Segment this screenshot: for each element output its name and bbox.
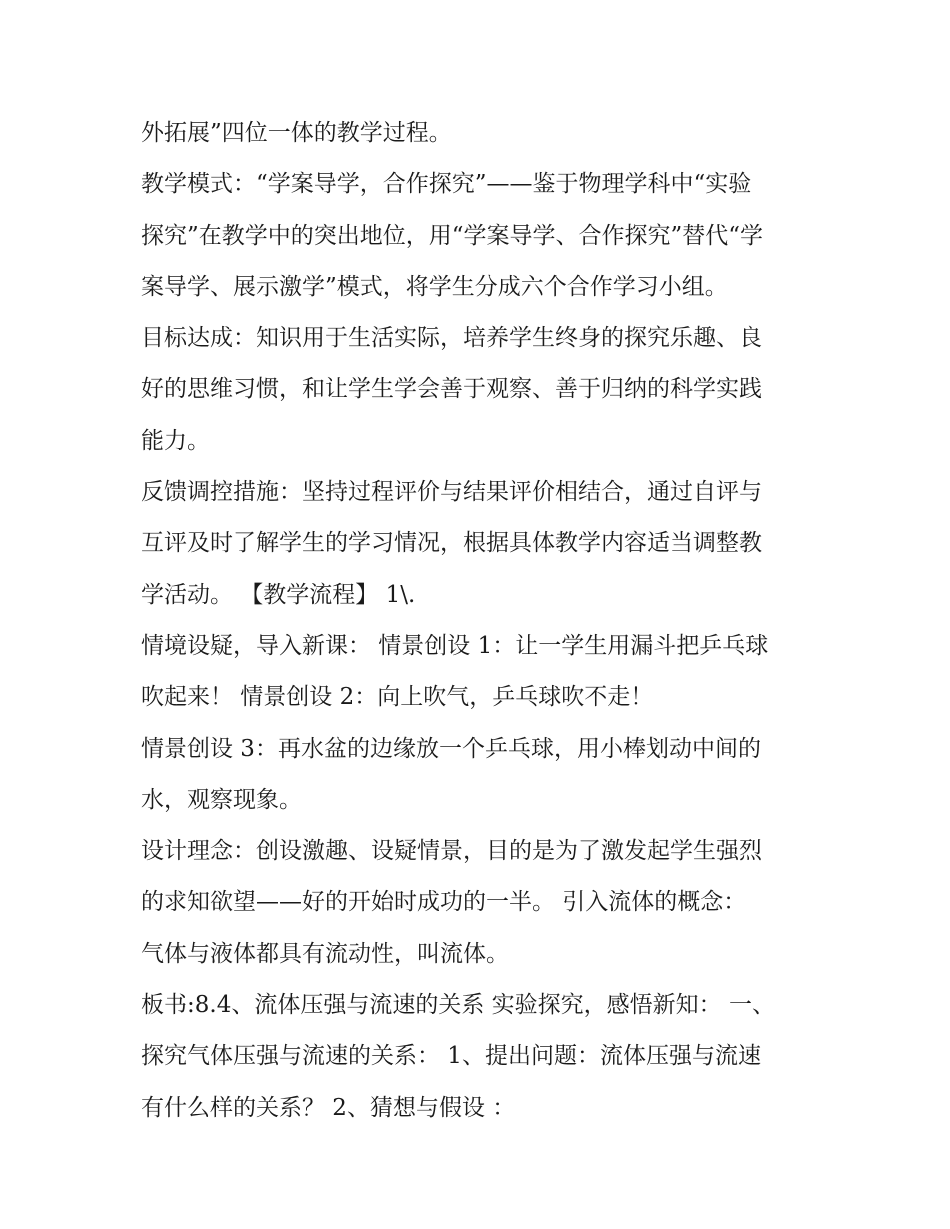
- text-line: 学活动。 【教学流程】 1\.: [141, 581, 416, 608]
- text-line: 情境设疑，导入新课： 情景创设 1：让一学生用漏斗把乒乓球: [141, 632, 769, 659]
- text-line: 反馈调控措施：坚持过程评价与结果评价相结合，通过自评与: [141, 479, 762, 506]
- text-line: 教学模式：“学案导学，合作探究”——鉴于物理学科中“实验: [141, 171, 752, 198]
- text-line: 案导学、展示激学”模式，将学生分成六个合作学习小组。: [141, 273, 728, 300]
- text-line: 水，观察现象。: [141, 786, 302, 813]
- text-line: 探究气体压强与流速的关系： 1、提出问题：流体压强与流速: [141, 1043, 761, 1070]
- text-line: 的求知欲望——好的开始时成功的一半。 引入流体的概念：: [141, 889, 747, 916]
- text-line: 情景创设 3：再水盆的边缘放一个乒乓球，用小棒划动中间的: [141, 735, 761, 762]
- text-line: 互评及时了解学生的学习情况，根据具体教学内容适当调整教: [141, 530, 762, 557]
- text-line: 有什么样的关系？ 2、猜想与假设 ：: [141, 1094, 516, 1121]
- document-body: [141, 108, 821, 1134]
- text-line: 能力。: [141, 427, 210, 454]
- text-line: 外拓展”四位一体的教学过程。: [141, 120, 452, 146]
- text-line: 吹起来！ 情景创设 2：向上吹气，乒乓球吹不走！: [141, 684, 654, 711]
- text-line: 探究”在教学中的突出地位，用“学案导学、合作探究”替代“学: [141, 222, 764, 249]
- text-line: 目标达成：知识用于生活实际，培养学生终身的探究乐趣、良: [141, 325, 762, 352]
- text-line: 板书:8.4、流体压强与流速的关系 实验探究，感悟新知： 一、: [141, 992, 775, 1019]
- text-line: 气体与液体都具有流动性，叫流体。: [141, 940, 509, 967]
- text-line: 好的思维习惯，和让学生学会善于观察、善于归纳的科学实践: [141, 376, 762, 403]
- text-line: 设计理念：创设激趣、设疑情景，目的是为了激发起学生强烈: [141, 838, 762, 865]
